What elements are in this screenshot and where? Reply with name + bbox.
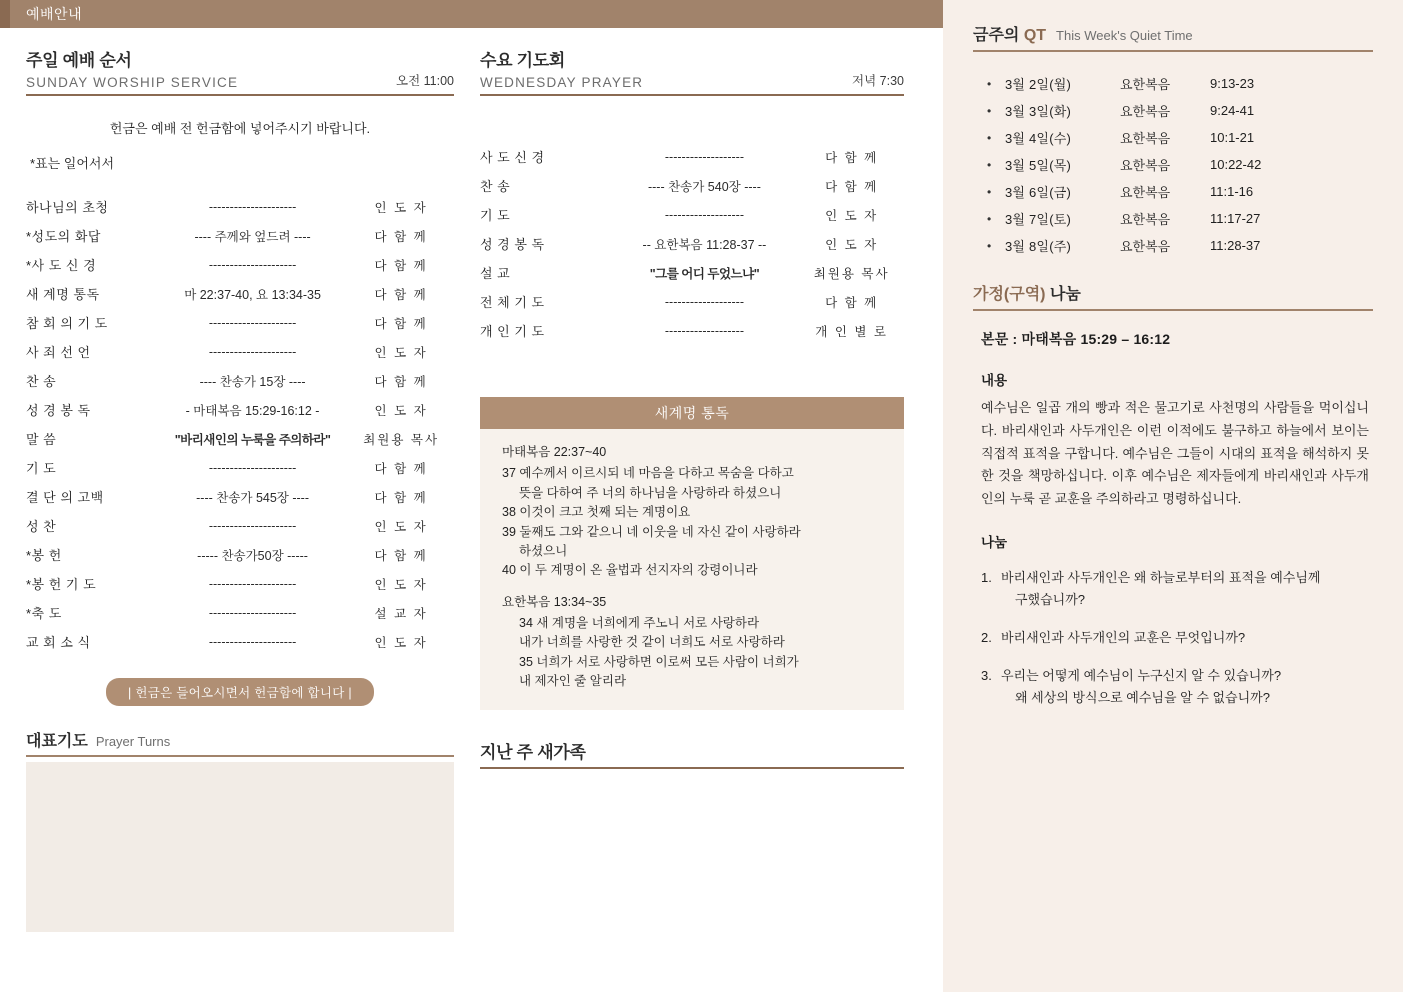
qt-date: 3월 3일(화) bbox=[1005, 104, 1072, 119]
new-commandment-lines-1 bbox=[502, 464, 886, 580]
sunday-order-item: *봉 헌 bbox=[26, 548, 62, 563]
sunday-order-detail: --------------------- bbox=[208, 315, 297, 330]
scripture-line: 37 예수께서 이르시되 네 마음을 다하고 목숨을 다하고 bbox=[502, 466, 794, 481]
qt-list bbox=[973, 74, 1373, 255]
new-commandment-box bbox=[480, 397, 904, 710]
wednesday-title-en: WEDNESDAY PRAYER bbox=[480, 75, 644, 90]
sunday-order-leader: 인 도 자 bbox=[374, 403, 428, 418]
family-share-label: 나눔 bbox=[981, 534, 1008, 550]
scripture-line: 35 너희가 서로 사랑하면 이로써 모든 사람이 너희가 bbox=[519, 654, 799, 669]
sunday-time: 오전 11:00 bbox=[396, 74, 454, 88]
new-commandment-ref-2: 요한복음 13:34~35 bbox=[502, 594, 607, 609]
scripture-line: 40 이 두 계명이 온 율법과 선지자의 강령이니라 bbox=[502, 563, 758, 578]
new-commandment-ref-1: 마태복음 22:37~40 bbox=[502, 445, 607, 459]
sunday-order-detail: ---- 주께와 엎드려 ---- bbox=[194, 229, 311, 244]
sunday-order-item: *성도의 화답 bbox=[26, 229, 101, 244]
new-family-title: 지난 주 새가족 bbox=[480, 742, 586, 762]
sunday-order-row bbox=[26, 482, 454, 511]
qt-date: 3월 7일(토) bbox=[1005, 212, 1072, 227]
new-family-section bbox=[480, 738, 904, 769]
sunday-order-detail: --------------------- bbox=[208, 199, 297, 214]
family-questions bbox=[981, 567, 1369, 709]
sunday-title-en: SUNDAY WORSHIP SERVICE bbox=[26, 75, 239, 90]
wednesday-order-item: 찬 송 bbox=[480, 179, 511, 194]
family-question bbox=[981, 665, 1369, 709]
family-question bbox=[981, 567, 1369, 611]
sunday-order-row bbox=[26, 627, 454, 656]
wednesday-order-row bbox=[480, 229, 904, 258]
sunday-order-row bbox=[26, 221, 454, 250]
prayer-turns-box bbox=[26, 762, 454, 932]
sunday-order-row bbox=[26, 366, 454, 395]
sunday-order-detail: 마 22:37-40, 요 13:34-35 bbox=[184, 287, 321, 302]
sunday-order-leader: 다 함 께 bbox=[374, 316, 428, 331]
sunday-order-row bbox=[26, 453, 454, 482]
qt-date: 3월 8일(주) bbox=[1005, 239, 1072, 254]
wednesday-order-detail: ------------------- bbox=[664, 207, 744, 222]
wednesday-column bbox=[470, 46, 930, 932]
scripture-line: 34 새 계명을 너희에게 주노니 서로 사랑하라 bbox=[519, 616, 760, 630]
qt-date: 3월 2일(월) bbox=[1005, 77, 1072, 92]
sunday-order-leader: 인 도 자 bbox=[374, 577, 428, 592]
wednesday-divider bbox=[480, 94, 904, 96]
sunday-order-detail: --------------------- bbox=[208, 518, 297, 533]
sunday-order-item: 성 찬 bbox=[26, 519, 57, 534]
qt-book: 요한복음 bbox=[1120, 212, 1171, 227]
wednesday-order-detail: ------------------- bbox=[664, 294, 744, 309]
wednesday-order-item: 기 도 bbox=[480, 208, 511, 223]
wednesday-order-item: 전 체 기 도 bbox=[480, 295, 545, 310]
wednesday-order-leader: 인 도 자 bbox=[825, 208, 879, 223]
wednesday-order-leader: 개 인 별 로 bbox=[815, 324, 889, 339]
sunday-service-header bbox=[26, 46, 454, 96]
scripture-line: 내가 너희를 사랑한 것 같이 너희도 서로 사랑하라 bbox=[519, 635, 785, 650]
qt-divider bbox=[973, 50, 1373, 52]
family-title: 가정(구역) 나눔 bbox=[973, 286, 1081, 303]
sunday-order-leader: 최원용 목사 bbox=[363, 432, 440, 447]
scripture-line: 뜻을 다하여 주 너의 하나님을 사랑하라 하셨으니 bbox=[519, 485, 782, 500]
wednesday-time: 저녁 7:30 bbox=[852, 74, 904, 88]
sunday-order-leader: 다 함 께 bbox=[374, 229, 428, 244]
sunday-order-item: 성 경 봉 독 bbox=[26, 403, 91, 418]
family-question bbox=[981, 627, 1369, 649]
wednesday-order-row bbox=[480, 316, 904, 345]
sunday-order-detail: --------------------- bbox=[208, 344, 297, 359]
sunday-order-detail: --------------------- bbox=[208, 634, 297, 649]
qt-list-item bbox=[987, 209, 1373, 228]
qt-reference: 10:22-42 bbox=[1210, 157, 1262, 172]
sunday-order-item: 참 회 의 기 도 bbox=[26, 316, 108, 331]
wednesday-order-leader: 최원용 목사 bbox=[813, 266, 890, 281]
sunday-order-detail: - 마태복음 15:29-16:12 - bbox=[185, 403, 320, 418]
sunday-order-item: *봉 헌 기 도 bbox=[26, 577, 97, 592]
prayer-turns-title-en: Prayer Turns bbox=[95, 734, 171, 749]
qt-list-item bbox=[987, 155, 1373, 174]
qt-reference: 9:24-41 bbox=[1210, 103, 1255, 118]
sunday-order-row bbox=[26, 424, 454, 453]
question-number: 2. bbox=[981, 629, 992, 645]
sunday-order-leader: 다 함 께 bbox=[374, 287, 428, 302]
wednesday-order-leader: 다 함 께 bbox=[825, 295, 879, 310]
wednesday-order-detail: ------------------- bbox=[664, 149, 744, 164]
wednesday-order-detail: "그를 어디 두었느냐" bbox=[649, 266, 760, 281]
qt-date: 3월 5일(목) bbox=[1005, 158, 1072, 173]
sunday-order-row bbox=[26, 511, 454, 540]
qt-reference: 11:17-27 bbox=[1210, 211, 1261, 226]
bullet-icon: • bbox=[987, 130, 992, 145]
qt-reference: 11:1-16 bbox=[1210, 184, 1254, 199]
sunday-order-item: 말 씀 bbox=[26, 432, 57, 447]
sunday-order-detail: ---- 찬송가 545장 ---- bbox=[196, 490, 310, 505]
two-column-body bbox=[0, 28, 943, 932]
sunday-order-detail: --------------------- bbox=[208, 460, 297, 475]
sunday-order-leader: 다 함 께 bbox=[374, 490, 428, 505]
question-number: 3. bbox=[981, 668, 992, 684]
sunday-order-item: 하나님의 초청 bbox=[26, 200, 109, 215]
family-body bbox=[973, 329, 1373, 709]
qt-date: 3월 4일(수) bbox=[1005, 131, 1072, 146]
wednesday-header bbox=[480, 46, 904, 96]
sunday-service-column bbox=[0, 46, 470, 932]
wednesday-title-ko: 수요 기도회 bbox=[480, 51, 566, 70]
sunday-order-leader: 인 도 자 bbox=[374, 345, 428, 360]
qt-reference: 10:1-21 bbox=[1210, 130, 1255, 145]
wednesday-order-detail: ---- 찬송가 540장 ---- bbox=[647, 179, 761, 194]
new-family-divider bbox=[480, 767, 904, 769]
sunday-order-detail: ----- 찬송가50장 ----- bbox=[197, 548, 308, 563]
prayer-turns-title-ko: 대표기도 bbox=[26, 733, 88, 750]
sunday-order-item: 기 도 bbox=[26, 461, 57, 476]
top-banner bbox=[0, 0, 943, 28]
family-content: 예수님은 일곱 개의 빵과 적은 물고기로 사천명의 사람들을 먹이십니다. 바리새인과 사두개인은 이런 이적에도 불구하고 하늘에서 보이는 직접적 표적을 구합니다. 예수님은 그들이 시대의 표적을 해석하지 못한 것을 책망하십니다. 이후 예수님은 제자들에게 바리새인과 사두개인의 누룩 곧 교훈을 주의하라고 명령하십니다. bbox=[981, 400, 1369, 506]
bullet-icon: • bbox=[987, 184, 992, 199]
sunday-order-item: *축 도 bbox=[26, 606, 62, 621]
sunday-order-item: 새 계명 통독 bbox=[26, 287, 100, 302]
scripture-line: 내 제자인 줄 알리라 bbox=[519, 674, 627, 689]
wednesday-order-table bbox=[480, 142, 904, 345]
question-text: 바리새인과 사두개인은 왜 하늘로부터의 표적을 예수님께 구했습니까? bbox=[1001, 567, 1369, 611]
prayer-turns-section bbox=[26, 728, 454, 932]
wednesday-order-row bbox=[480, 142, 904, 171]
sunday-order-row bbox=[26, 192, 454, 221]
wednesday-order-item: 개 인 기 도 bbox=[480, 324, 545, 339]
question-text-continued: 왜 세상의 방식으로 예수님을 알 수 없습니까? bbox=[1015, 690, 1270, 706]
wednesday-order-row bbox=[480, 287, 904, 316]
bullet-icon: • bbox=[987, 76, 992, 91]
question-number: 1. bbox=[981, 569, 992, 585]
sunday-order-item: 결 단 의 고백 bbox=[26, 490, 104, 505]
sunday-order-row bbox=[26, 395, 454, 424]
family-divider bbox=[973, 309, 1373, 311]
qt-list-item bbox=[987, 128, 1373, 147]
scripture-line: 39 둘째도 그와 같으니 네 이웃을 네 자신 같이 사랑하라 bbox=[502, 524, 801, 539]
wednesday-order-item: 사 도 신 경 bbox=[480, 150, 545, 165]
sunday-order-leader: 인 도 자 bbox=[374, 200, 428, 215]
wednesday-order-leader: 인 도 자 bbox=[825, 237, 879, 252]
scripture-line: 38 이것이 크고 첫째 되는 계명이요 bbox=[502, 505, 691, 520]
qt-date: 3월 6일(금) bbox=[1005, 185, 1072, 200]
qt-book: 요한복음 bbox=[1120, 239, 1171, 254]
qt-reference: 9:13-23 bbox=[1210, 76, 1255, 91]
wednesday-order-item: 성 경 봉 독 bbox=[480, 237, 545, 252]
sunday-order-item: *사 도 신 경 bbox=[26, 258, 97, 273]
sunday-order-row bbox=[26, 598, 454, 627]
wednesday-order-item: 설 교 bbox=[480, 266, 511, 281]
qt-book: 요한복음 bbox=[1120, 104, 1171, 119]
sunday-order-item: 교 회 소 식 bbox=[26, 635, 91, 650]
offering-notice: 헌금은 예배 전 헌금함에 넣어주시기 바랍니다. bbox=[109, 121, 371, 136]
bullet-icon: • bbox=[987, 211, 992, 226]
qt-list-item bbox=[987, 101, 1373, 120]
bullet-icon: • bbox=[987, 103, 992, 118]
sunday-order-leader: 다 함 께 bbox=[374, 548, 428, 563]
sunday-order-table bbox=[26, 192, 454, 656]
wednesday-order-leader: 다 함 께 bbox=[825, 179, 879, 194]
sunday-order-detail: --------------------- bbox=[208, 257, 297, 272]
family-content-label: 내용 bbox=[981, 373, 1008, 388]
sunday-order-leader: 다 함 께 bbox=[374, 374, 428, 389]
qt-list-item bbox=[987, 74, 1373, 93]
offering-pill-wrap bbox=[26, 678, 454, 706]
wednesday-order-detail: -- 요한복음 11:28-37 -- bbox=[642, 237, 767, 252]
qt-list-item bbox=[987, 182, 1373, 201]
wednesday-order-leader: 다 함 께 bbox=[825, 150, 879, 165]
sunday-order-detail: --------------------- bbox=[208, 576, 297, 591]
offering-pill: | 헌금은 들어오시면서 헌금함에 합니다 | bbox=[106, 678, 374, 706]
new-commandment-header: 새계명 통독 bbox=[480, 397, 904, 429]
wednesday-order-row bbox=[480, 171, 904, 200]
sunday-order-leader: 인 도 자 bbox=[374, 519, 428, 534]
new-commandment-lines-2 bbox=[502, 614, 886, 692]
qt-book: 요한복음 bbox=[1120, 77, 1171, 92]
sunday-order-row bbox=[26, 308, 454, 337]
question-text-continued: 구했습니까? bbox=[1015, 591, 1086, 607]
sunday-order-leader: 다 함 께 bbox=[374, 461, 428, 476]
sunday-order-item: 사 죄 선 언 bbox=[26, 345, 91, 360]
sunday-order-detail: ---- 찬송가 15장 ---- bbox=[199, 374, 306, 389]
bullet-icon: • bbox=[987, 238, 992, 253]
qt-header bbox=[973, 22, 1373, 45]
qt-list-item bbox=[987, 236, 1373, 255]
top-banner-accent bbox=[0, 0, 10, 28]
sunday-order-leader: 다 함 께 bbox=[374, 258, 428, 273]
qt-title-en: This Week's Quiet Time bbox=[1056, 28, 1193, 43]
top-banner-label: 예배안내 bbox=[26, 6, 83, 22]
qt-book: 요한복음 bbox=[1120, 185, 1171, 200]
sunday-order-row bbox=[26, 337, 454, 366]
sunday-title-ko: 주일 예배 순서 bbox=[26, 51, 132, 70]
wednesday-order-row bbox=[480, 258, 904, 287]
sunday-order-leader: 설 교 자 bbox=[374, 606, 428, 621]
family-header bbox=[973, 281, 1373, 311]
stand-notice: *표는 일어서서 bbox=[30, 156, 115, 171]
sunday-order-leader: 인 도 자 bbox=[374, 635, 428, 650]
scripture-line: 하셨으니 bbox=[519, 543, 568, 558]
family-verse: 본문 : 마태복음 15:29 – 16:12 bbox=[981, 331, 1171, 347]
sunday-order-row bbox=[26, 569, 454, 598]
bullet-icon: • bbox=[987, 157, 992, 172]
qt-book: 요한복음 bbox=[1120, 131, 1171, 146]
qt-title-ko: 금주의 QT bbox=[973, 27, 1047, 44]
side-panel bbox=[943, 0, 1403, 992]
sunday-order-detail: --------------------- bbox=[208, 605, 297, 620]
sunday-order-row bbox=[26, 540, 454, 569]
sunday-divider bbox=[26, 94, 454, 96]
sunday-order-row bbox=[26, 279, 454, 308]
new-commandment-body bbox=[480, 429, 904, 710]
qt-reference: 11:28-37 bbox=[1210, 238, 1261, 253]
wednesday-order-row bbox=[480, 200, 904, 229]
sunday-order-row bbox=[26, 250, 454, 279]
question-text: 우리는 어떻게 예수님이 누구신지 알 수 있습니까? 왜 세상의 방식으로 예수님을 알 수 없습니까? bbox=[1001, 665, 1369, 709]
wednesday-order-detail: ------------------- bbox=[664, 323, 744, 338]
sunday-order-item: 찬 송 bbox=[26, 374, 57, 389]
sunday-order-detail: "바리새인의 누룩을 주의하라" bbox=[174, 432, 331, 447]
qt-book: 요한복음 bbox=[1120, 158, 1171, 173]
prayer-turns-divider bbox=[26, 755, 454, 757]
question-text: 바리새인과 사두개인의 교훈은 무엇입니까? bbox=[1001, 629, 1246, 645]
